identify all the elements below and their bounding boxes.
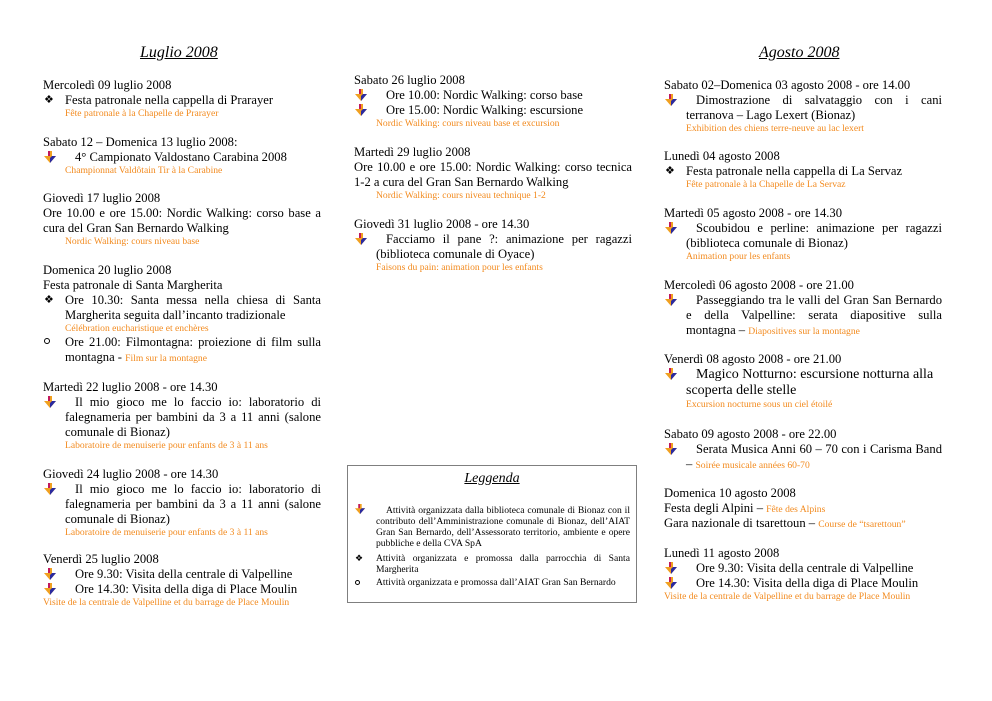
french-translation: Film sur la montagne [125, 353, 207, 364]
event-date: Domenica 10 agosto 2008 [664, 486, 796, 500]
event-text: Ore 21.00: Filmontagna: proiezione di film sulla montagna - [65, 335, 321, 364]
french-translation: Laboratoire de menuiserie pour enfants de 3 à 11 ans [65, 440, 268, 451]
arrow-bullet-icon [354, 504, 366, 515]
french-translation: Animation pour les enfants [686, 251, 791, 262]
event-item [664, 442, 942, 472]
french-translation: Nordic Walking: cours niveau base et excursion [376, 118, 560, 129]
event-02-03-august [664, 78, 942, 135]
arrow-bullet-icon [664, 222, 678, 235]
event-line [664, 516, 942, 531]
circle-bullet-icon [355, 580, 360, 585]
event-date: Venerdì 08 agosto 2008 - ore 21.00 [664, 352, 842, 366]
event-date: Lunedì 04 agosto 2008 [664, 149, 780, 163]
event-text: Ore 10.00 e ore 15.00: Nordic Walking: corso tecnica 1-2 a cura del Gran San Bernardo Walking [354, 160, 632, 189]
french-translation: Fête patronale à la Chapelle de Prarayer [65, 108, 219, 119]
french-translation: Laboratoire de menuiserie pour enfants de 3 à 11 ans [65, 527, 268, 538]
event-29-july [354, 145, 632, 202]
event-text: Il mio gioco me lo faccio io: laboratorio di falegnameria per bambini da 3 a 11 anni (salone comunale di Bionaz) [65, 395, 321, 439]
event-26-july [354, 73, 632, 130]
event-text: Ore 14.30: Visita della diga di Place Moulin [75, 582, 298, 596]
event-08-august [664, 352, 942, 411]
month-title-august: Agosto 2008 [759, 44, 840, 61]
arrow-bullet-icon [43, 151, 57, 164]
arrow-bullet-icon [664, 94, 678, 107]
circle-bullet-icon [44, 338, 50, 344]
event-line [664, 501, 942, 516]
arrow-bullet-icon [664, 368, 678, 381]
event-text: Ore 10.00: Nordic Walking: corso base [386, 88, 583, 102]
event-text: Ore 15.00: Nordic Walking: escursione [386, 103, 584, 117]
event-text: Ore 10.00 e ore 15.00: Nordic Walking: corso base a cura del Gran San Bernardo Walking [43, 206, 321, 235]
event-item [43, 567, 321, 582]
event-04-august [664, 149, 942, 191]
legend-title: Leggenda [464, 471, 520, 486]
event-date: Sabato 12 – Domenica 13 luglio 2008: [43, 135, 238, 149]
event-date: Giovedì 24 luglio 2008 - ore 14.30 [43, 467, 219, 481]
arrow-bullet-icon [354, 89, 368, 102]
event-text: Serata Musica Anni 60 – 70 con i Carisma Band – [686, 442, 942, 471]
arrow-bullet-icon [664, 577, 678, 590]
legend-text: Attività organizzata e promossa dalla parrocchia di Santa Margherita [376, 553, 630, 575]
event-text: Magico Notturno: escursione notturna alla scoperta delle stelle [686, 367, 934, 398]
event-item [43, 482, 321, 527]
event-20-july [43, 263, 321, 365]
arrow-bullet-icon [664, 294, 678, 307]
event-text: Ore 14.30: Visita della diga di Place Moulin [696, 576, 919, 590]
legend-text: Attività organizzata dalla biblioteca comunale di Bionaz con il contributo dell’Amministrazione comunale di Bionaz, dell’AIAT Gran San Bernardo, dell’Assessorato territorio, ambiente e opere pubbliche e della CVA SpA [376, 505, 630, 549]
french-translation: Fête patronale à la Chapelle de La Servaz [686, 179, 846, 190]
french-translation: Course de “tsarettoun” [818, 519, 906, 530]
french-translation: Nordic Walking: cours niveau technique 1-2 [376, 190, 546, 201]
event-06-august [664, 278, 942, 338]
event-text: Dimostrazione di salvataggio con i cani terranova – Lago Lexert (Bionaz) [686, 93, 942, 122]
event-item [354, 103, 632, 118]
french-translation: Nordic Walking: cours niveau base [65, 236, 200, 247]
event-09-august [664, 427, 942, 472]
event-date: Giovedì 17 luglio 2008 [43, 191, 161, 205]
event-17-july [43, 191, 321, 248]
event-text: Ore 9.30: Visita della centrale di Valpelline [696, 561, 914, 575]
event-31-july [354, 217, 632, 274]
event-text: Scoubidou e perline: animazione per ragazzi (biblioteca comunale di Bionaz) [686, 221, 942, 250]
event-date: Sabato 02–Domenica 03 agosto 2008 - ore 14.00 [664, 78, 911, 92]
french-translation: Excursion nocturne sous un ciel étoilé [686, 399, 833, 410]
french-translation: Visite de la centrale de Valpelline et du barrage de Place Moulin [43, 597, 290, 608]
diamond-bullet-icon: ❖ [44, 294, 54, 306]
event-item [43, 93, 321, 108]
legend-item-aiat [354, 577, 630, 588]
event-item [664, 367, 942, 399]
diamond-bullet-icon: ❖ [665, 165, 675, 177]
event-date: Martedì 05 agosto 2008 - ore 14.30 [664, 206, 843, 220]
event-date: Sabato 26 luglio 2008 [354, 73, 465, 87]
event-text: Il mio gioco me lo faccio io: laboratorio di falegnameria per bambini da 3 a 11 anni (salone comunale di Bionaz) [65, 482, 321, 526]
french-translation: Faisons du pain: animation pour les enfants [376, 262, 543, 273]
event-item [354, 88, 632, 103]
arrow-bullet-icon [43, 583, 57, 596]
event-text: Passeggiando tra le valli del Gran San Bernardo e della Valpelline: serata diapositive sulla montagna – [686, 293, 942, 337]
event-item [43, 395, 321, 440]
french-translation: Diapositives sur la montagne [748, 326, 860, 337]
event-text: Festa patronale nella cappella di La Servaz [686, 164, 903, 178]
legend-item-parish [354, 553, 630, 575]
event-item [664, 164, 942, 179]
event-text: Gara nazionale di tsarettoun – [664, 516, 819, 530]
event-24-july [43, 467, 321, 539]
event-date: Martedì 22 luglio 2008 - ore 14.30 [43, 380, 218, 394]
event-item [664, 221, 942, 251]
event-text: Ore 9.30: Visita della centrale di Valpelline [75, 567, 293, 581]
legend-text: Attività organizzata e promossa dall’AIAT Gran San Bernardo [376, 577, 616, 588]
french-translation: Championnat Valdôtain Tir à la Carabine [65, 165, 223, 176]
event-date: Mercoledì 06 agosto 2008 - ore 21.00 [664, 278, 854, 292]
arrow-bullet-icon [43, 483, 57, 496]
event-text: Festa patronale di Santa Margherita [43, 278, 223, 292]
french-translation: Exhibition des chiens terre-neuve au lac lexert [686, 123, 864, 134]
legend-box [347, 465, 637, 603]
event-date: Lunedì 11 agosto 2008 [664, 546, 780, 560]
event-11-august [664, 546, 942, 603]
event-item [43, 293, 321, 323]
french-translation: Soirée musicale années 60-70 [695, 460, 810, 471]
event-date: Martedì 29 luglio 2008 [354, 145, 471, 159]
diamond-bullet-icon: ❖ [44, 94, 54, 106]
event-date: Mercoledì 09 luglio 2008 [43, 78, 172, 92]
month-title-july: Luglio 2008 [140, 44, 218, 61]
french-translation: Fête des Alpins [766, 504, 826, 515]
event-10-august [664, 486, 942, 531]
event-text: Facciamo il pane ?: animazione per ragazzi (biblioteca comunale di Oyace) [376, 232, 632, 261]
arrow-bullet-icon [354, 233, 368, 246]
event-item [664, 293, 942, 338]
french-translation: Célébration eucharistique et enchères [65, 323, 209, 334]
event-date: Sabato 09 agosto 2008 - ore 22.00 [664, 427, 837, 441]
arrow-bullet-icon [43, 396, 57, 409]
event-date: Domenica 20 luglio 2008 [43, 263, 172, 277]
french-translation: Visite de la centrale de Valpelline et du barrage de Place Moulin [664, 591, 911, 602]
event-05-august [664, 206, 942, 263]
arrow-bullet-icon [354, 104, 368, 117]
event-text: Ore 10.30: Santa messa nella chiesa di Santa Margherita seguita dall’incanto tradizionale [65, 293, 321, 322]
event-09-july [43, 78, 321, 120]
event-item [43, 335, 321, 365]
event-text: Festa patronale nella cappella di Prarayer [65, 93, 274, 107]
event-item [664, 576, 942, 591]
arrow-bullet-icon [664, 562, 678, 575]
event-item [43, 150, 321, 165]
arrow-bullet-icon [664, 443, 678, 456]
event-item [664, 93, 942, 123]
event-22-july [43, 380, 321, 452]
event-date: Giovedì 31 luglio 2008 - ore 14.30 [354, 217, 530, 231]
event-12-13-july [43, 135, 321, 177]
arrow-bullet-icon [43, 568, 57, 581]
diamond-bullet-icon: ❖ [355, 553, 364, 563]
event-item [354, 232, 632, 262]
event-text: Festa degli Alpini – [664, 501, 767, 515]
legend-item-library [354, 505, 630, 549]
event-item [43, 582, 321, 597]
event-item [664, 561, 942, 576]
event-text: 4° Campionato Valdostano Carabina 2008 [75, 150, 287, 164]
event-date: Venerdì 25 luglio 2008 [43, 552, 159, 566]
event-25-july [43, 552, 321, 609]
